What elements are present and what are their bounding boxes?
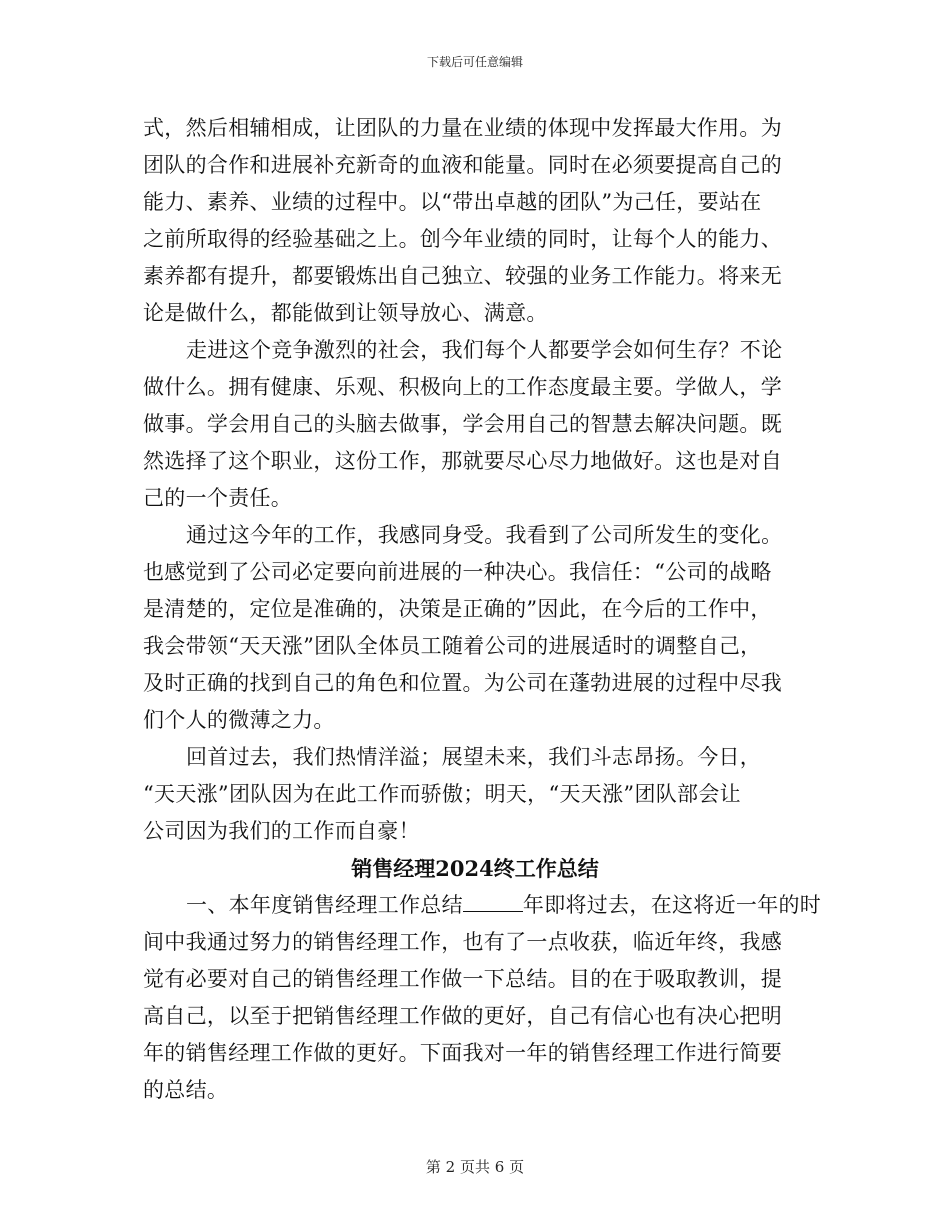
text-line: 觉有必要对自己的销售经理工作做一下总结。目的在于吸取教训，提 xyxy=(143,967,782,991)
fill-in-blank xyxy=(463,889,523,912)
text-line: 高自己，以至于把销售经理工作做的更好，自己有信心也有决心把明 xyxy=(143,1004,782,1028)
text-fragment: 年即将过去，在这将近一年的时 xyxy=(522,893,822,917)
text-line: 素养都有提升，都要锻炼出自己独立、较强的业务工作能力。将来无 xyxy=(143,264,782,288)
page-footer: 第 2 页共 6 页 xyxy=(425,1158,525,1176)
text-line: 己的一个责任。 xyxy=(143,486,293,510)
text-line: 回首过去，我们热情洋溢；展望未来，我们斗志昂扬。今日， xyxy=(186,745,762,769)
text-line: 做事。学会用自己的头脑去做事，学会用自己的智慧去解决问题。既 xyxy=(143,412,782,436)
text-line: 通过这今年的工作，我感同身受。我看到了公司所发生的变化。 xyxy=(186,523,783,547)
text-line: “天天涨”团队因为在此工作而骄傲；明天，“天天涨”团队部会让 xyxy=(143,782,741,806)
text-line: 做什么。拥有健康、乐观、积极向上的工作态度最主要。学做人，学 xyxy=(143,375,782,399)
text-line: 及时正确的找到自己的角色和位置。为公司在蓬勃进展的过程中尽我 xyxy=(143,671,782,695)
text-line: 是清楚的，定位是准确的，决策是正确的”因此，在今后的工作中， xyxy=(143,597,772,621)
paragraph-5 xyxy=(143,887,822,1109)
text-line: 也感觉到了公司必定要向前进展的一种决心。我信任：“公司的战略 xyxy=(143,560,772,584)
text-line: 然选择了这个职业，这份工作，那就要尽心尽力地做好。这也是对自 xyxy=(143,449,782,473)
text-line: 的总结。 xyxy=(143,1078,229,1102)
text-fragment: 一、本年度销售经理工作总结 xyxy=(186,893,463,917)
page-header: 下载后可任意编辑 xyxy=(426,55,523,69)
text-line: 式，然后相辅相成，让团队的力量在业绩的体现中发挥最大作用。为 xyxy=(143,116,782,140)
section-title: 销售经理2024终工作总结 xyxy=(351,856,599,881)
text-line: 间中我通过努力的销售经理工作，也有了一点收获，临近年终，我感 xyxy=(143,930,782,954)
text-line: 之前所取得的经验基础之上。创今年业绩的同时，让每个人的能力、 xyxy=(143,227,782,251)
paragraph-4 xyxy=(143,739,807,850)
document-body xyxy=(143,110,822,1109)
paragraph-2 xyxy=(143,332,807,517)
text-line: 我会带领“天天涨”团队全体员工随着公司的进展适时的调整自己， xyxy=(143,634,762,658)
text-line: 年的销售经理工作做的更好。下面我对一年的销售经理工作进行简要 xyxy=(143,1041,782,1065)
text-line: 公司因为我们的工作而自豪！ xyxy=(143,819,420,843)
text-line: 走进这个竞争激烈的社会，我们每个人都要学会如何生存？不论 xyxy=(186,338,783,362)
paragraph-3 xyxy=(143,517,807,739)
paragraph-1 xyxy=(143,110,807,332)
text-line xyxy=(143,887,822,924)
text-line: 团队的合作和进展补充新奇的血液和能量。同时在必须要提高自己的 xyxy=(143,153,782,177)
text-line: 们个人的微薄之力。 xyxy=(143,708,335,732)
text-line: 能力、素养、业绩的过程中。以“带出卓越的团队”为己任，要站在 xyxy=(143,190,762,214)
text-line: 论是做什么，都能做到让领导放心、满意。 xyxy=(143,301,548,325)
